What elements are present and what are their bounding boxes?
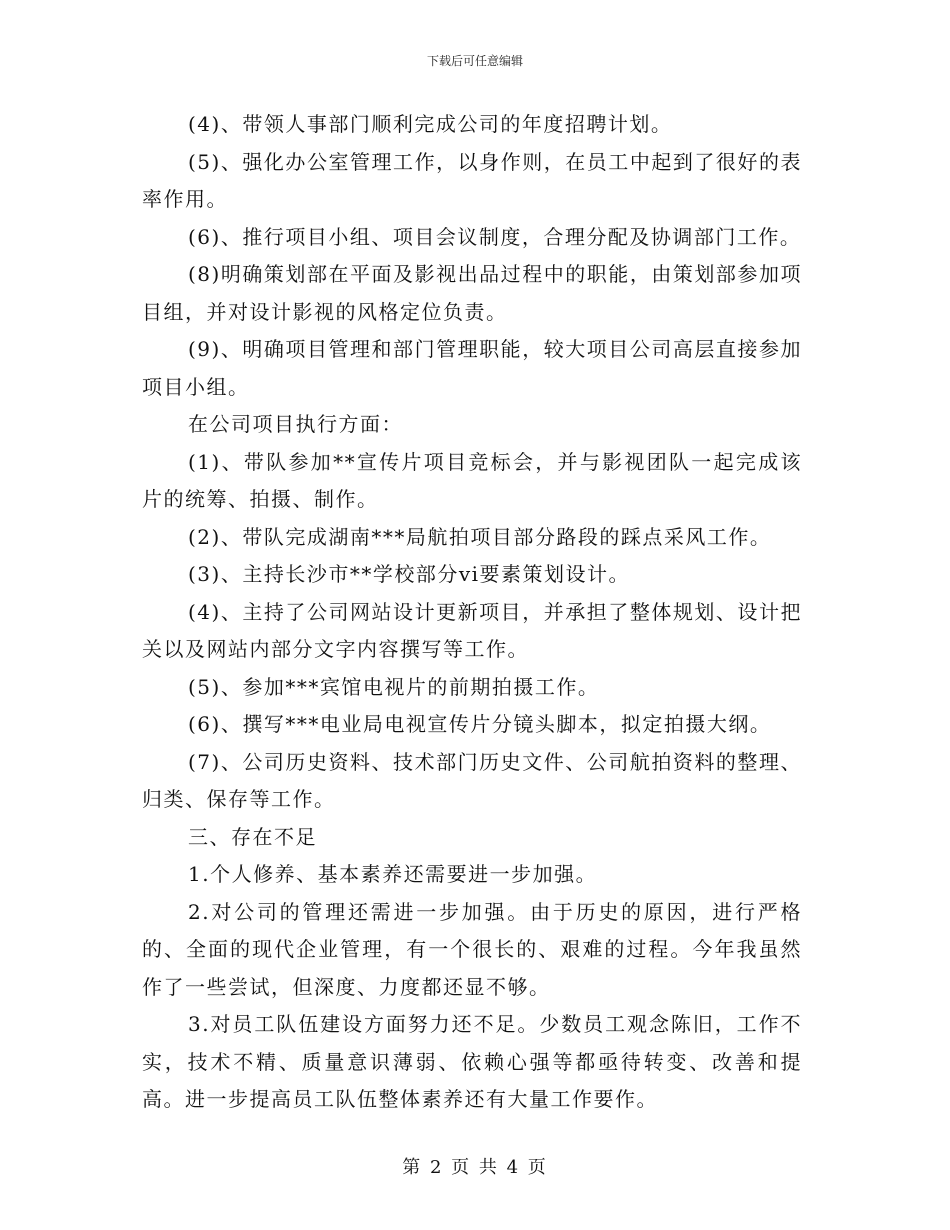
- paragraph: (6)、推行项目小组、项目会议制度，合理分配及协调部门工作。: [188, 224, 802, 249]
- section-heading: 三、存在不足: [188, 824, 317, 849]
- paragraph: 2.对公司的管理还需进一步加强。由于历史的原因，进行严格的、全面的现代企业管理，有一个很长的、艰难的过程。今年我虽然作了一些尝试，但深度、力度都还显不够。: [142, 899, 802, 999]
- paragraph: (4)、主持了公司网站设计更新项目，并承担了整体规划、设计把关以及网站内部分文字内容撰写等工作。: [142, 599, 802, 661]
- paragraph: 3.对员工队伍建设方面努力还不足。少数员工观念陈旧，工作不实，技术不精、质量意识薄弱、依赖心强等都亟待转变、改善和提高。进一步提高员工队伍整体素养还有大量工作要作。: [142, 1012, 802, 1111]
- page-number: 第 2 页 共 4 页: [402, 1157, 548, 1178]
- paragraph: (1)、带队参加**宣传片项目竞标会，并与影视团队一起完成该片的统筹、拍摄、制作。: [142, 449, 802, 511]
- paragraph: (5)、参加***宾馆电视片的前期拍摄工作。: [188, 674, 600, 699]
- paragraph: (3)、主持长沙市**学校部分vi要素策划设计。: [188, 562, 631, 586]
- paragraph: (4)、带领人事部门顺利完成公司的年度招聘计划。: [188, 112, 673, 136]
- paragraph: (8)明确策划部在平面及影视出品过程中的职能，由策划部参加项目组，并对设计影视的风格定位负责。: [142, 262, 802, 324]
- paragraph: (6)、撰写***电业局电视宣传片分镜头脚本，拟定拍摄大纲。: [188, 712, 772, 736]
- paragraph: (7)、公司历史资料、技术部门历史文件、公司航拍资料的整理、归类、保存等工作。: [142, 749, 802, 811]
- document-body: [142, 106, 802, 1119]
- paragraph: (5)、强化办公室管理工作，以身作则，在员工中起到了很好的表率作用。: [142, 149, 802, 211]
- page-header: 下载后可任意编辑: [426, 54, 523, 68]
- paragraph: 1.个人修养、基本素养还需要进一步加强。: [188, 862, 598, 886]
- section-intro: 在公司项目执行方面：: [188, 412, 403, 436]
- paragraph: (2)、带队完成湖南***局航拍项目部分路段的踩点采风工作。: [188, 524, 772, 549]
- paragraph: (9)、明确项目管理和部门管理职能，较大项目公司高层直接参加项目小组。: [142, 337, 802, 399]
